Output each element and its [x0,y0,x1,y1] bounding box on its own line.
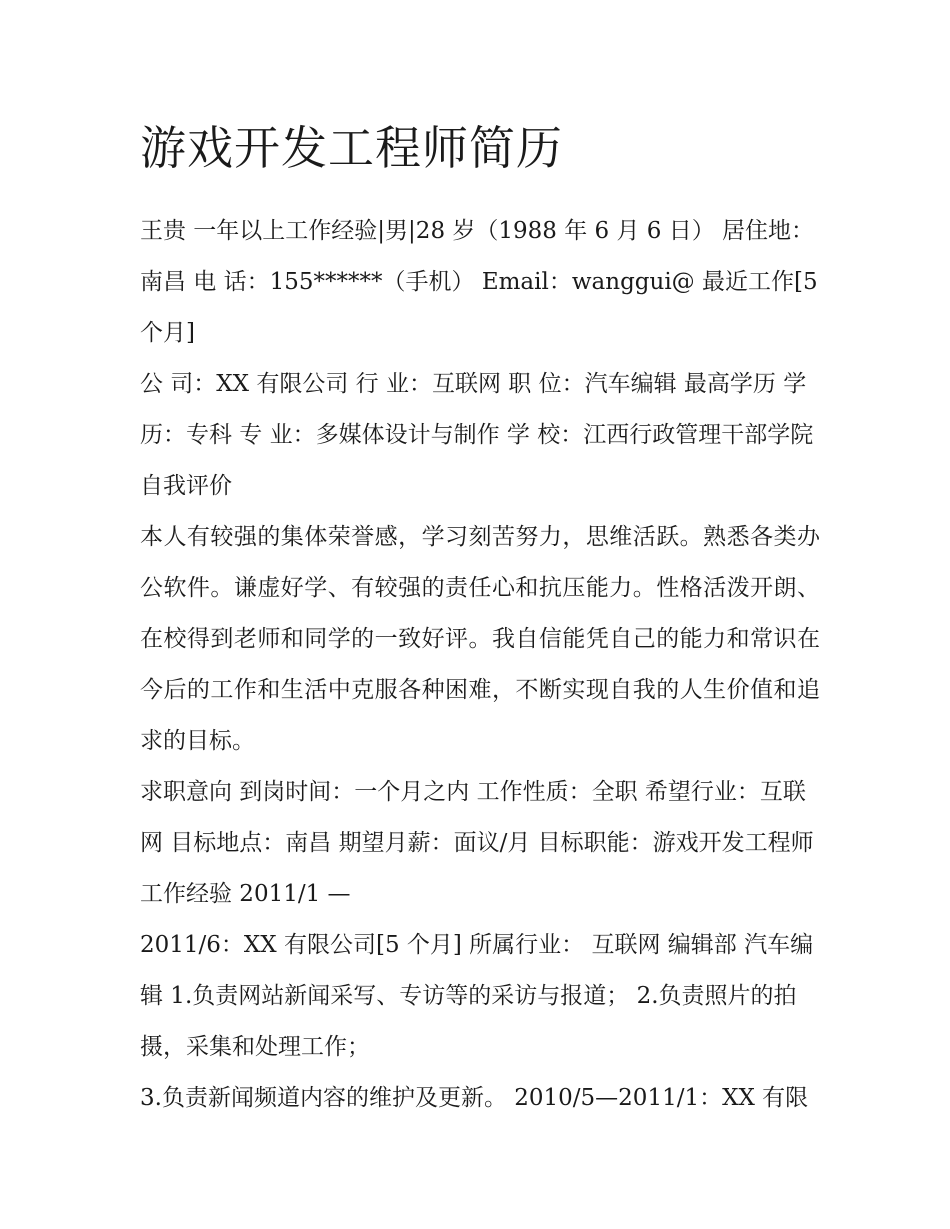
self-evaluation-paragraph: 本人有较强的集体荣誉感，学习刻苦努力，思维活跃。熟悉各类办公软件。谦虚好学、有较强的责任心和抗压能力。性格活泼开朗、在校得到老师和同学的一致好评。我自信能凭自己的能力和常识在今后的工作和生活中克服各种困难，不断实现自我的人生价值和追求的目标。 [140,524,820,754]
work-experience-paragraph: 2011/6：XX 有限公司[5 个月] 所属行业： 互联网 编辑部 汽车编辑 1.负责网站新闻采写、专访等的采访与报道； 2.负责照片的拍摄，采集和处理工作； [140,932,814,1060]
job-intention-paragraph: 求职意向 到岗时间：一个月之内 工作性质：全职 希望行业：互联网 目标地点：南昌 期望月薪：面议/月 目标职能：游戏开发工程师 工作经验 2011/1 — [140,779,814,907]
company-education-paragraph: 公 司：XX 有限公司 行 业：互联网 职 位：汽车编辑 最高学历 学 历：专科 专 业：多媒体设计与制作 学 校：江西行政管理干部学院 自我评价 [140,371,814,499]
personal-info-paragraph: 王贵 一年以上工作经验|男|28 岁（1988 年 6 月 6 日） 居住地：南昌 电 话：155******（手机） Email：wanggui@ 最近工作[5 个月] [140,218,818,346]
resume-document [140,112,820,1124]
work-experience-continued-paragraph: 3.负责新闻频道内容的维护及更新。 2010/5—2011/1：XX 有限 [140,1085,809,1111]
document-title: 游戏开发工程师简历 [140,121,563,175]
